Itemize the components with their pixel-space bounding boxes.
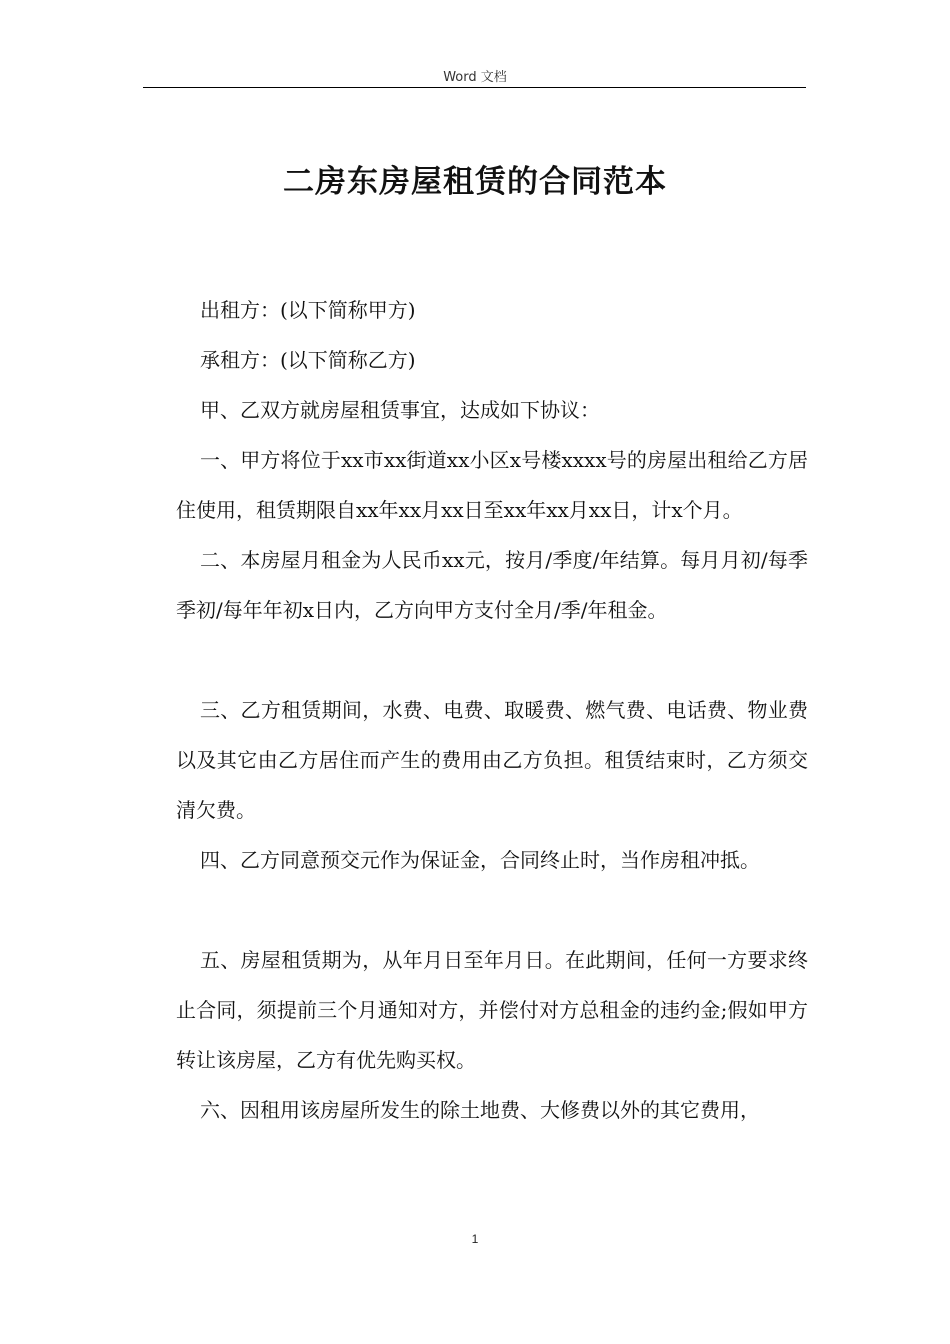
document-title: 二房东房屋租赁的合同范本 <box>283 164 667 200</box>
paragraph-clause-3: 三、乙方租赁期间，水费、电费、取暖费、燃气费、电话费、物业费以及其它由乙方居住而产生的费用由乙方负担。租赁结束时，乙方须交清欠费。 <box>176 698 808 822</box>
paragraph-clause-5: 五、房屋租赁期为，从年月日至年月日。在此期间，任何一方要求终止合同，须提前三个月通知对方，并偿付对方总租金的违约金;假如甲方转让该房屋，乙方有优先购买权。 <box>176 948 808 1072</box>
paragraph-agreement-intro: 甲、乙双方就房屋租赁事宜，达成如下协议： <box>200 398 600 422</box>
paragraph-clause-6: 六、因租用该房屋所发生的除土地费、大修费以外的其它费用， <box>200 1098 760 1122</box>
paragraph-clause-4: 四、乙方同意预交元作为保证金，合同终止时，当作房租冲抵。 <box>200 848 760 872</box>
header-divider <box>143 87 806 88</box>
paragraph-clause-2: 二、本房屋月租金为人民币xx元，按月/季度/年结算。每月月初/每季季初/每年年初x日内，乙方向甲方支付全月/季/年租金。 <box>176 548 808 622</box>
page-header: Word 文档 <box>443 70 507 85</box>
paragraph-clause-1: 一、甲方将位于xx市xx街道xx小区x号楼xxxx号的房屋出租给乙方居住使用，租赁期限自xx年xx月xx日至xx年xx月xx日，计x个月。 <box>176 448 808 522</box>
paragraph-lessor: 出租方：(以下简称甲方) <box>200 298 416 322</box>
paragraph-lessee: 承租方：(以下简称乙方) <box>200 348 416 372</box>
page-number: 1 <box>471 1232 479 1246</box>
document-body <box>176 285 808 1135</box>
